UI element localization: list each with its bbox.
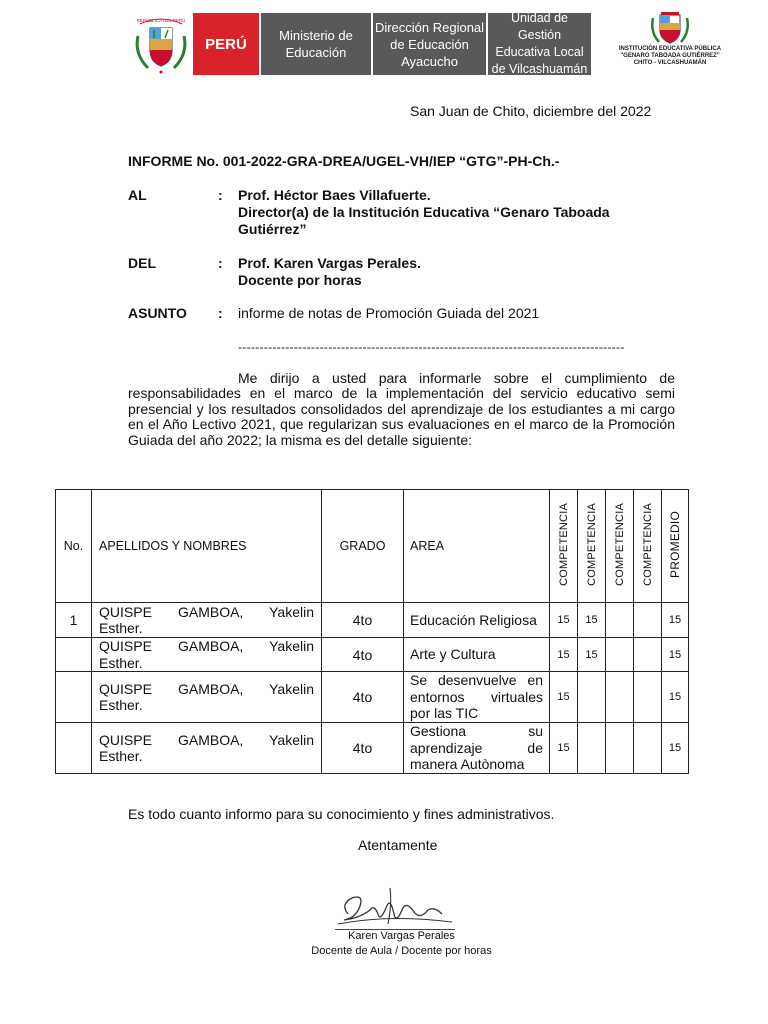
ministry-of-education-box: Ministerio de Educación xyxy=(261,13,371,75)
colon: : xyxy=(218,187,223,203)
cell-name: QUISPE GAMBOA, Yakelin Esther. xyxy=(92,723,322,774)
cell-name: QUISPE GAMBOA, Yakelin Esther. xyxy=(92,672,322,723)
cell-promedio: 15 xyxy=(662,638,689,672)
separator-line: ------------------------------------------------------------------------------------------ xyxy=(238,340,625,354)
cell-area: Gestiona su aprendizaje de manera Autònoma xyxy=(404,723,550,774)
header-no: No. xyxy=(56,490,92,603)
regional-education-directorate-box: Dirección Regional de Educación Ayacucho xyxy=(373,13,486,75)
cell-promedio: 15 xyxy=(662,723,689,774)
cell-competencia-4 xyxy=(634,638,662,672)
cell-competencia-3 xyxy=(606,723,634,774)
cell-grade: 4to xyxy=(322,672,404,723)
recipient-role: Director(a) de la Institución Educativa “Genaro Taboada xyxy=(238,204,610,220)
table-header-row xyxy=(56,490,689,603)
cell-grade: 4to xyxy=(322,638,404,672)
school-name-line: CHITO - VILCASHUAMÁN xyxy=(633,60,707,66)
cell-competencia-2: 15 xyxy=(578,638,606,672)
report-reference: INFORME No. 001-2022-GRA-DREA/UGEL-VH/IEP “GTG”-PH-Ch.- xyxy=(128,153,560,169)
cell-competencia-1: 15 xyxy=(550,603,578,638)
header-promedio: PROMEDIO xyxy=(662,490,689,603)
header-name: APELLIDOS Y NOMBRES xyxy=(92,490,322,603)
cell-promedio: 15 xyxy=(662,672,689,723)
cell-competencia-3 xyxy=(606,638,634,672)
subject-text: informe de notas de Promoción Guiada del 2021 xyxy=(238,305,540,321)
regards: Atentamente xyxy=(358,837,438,853)
header-grade: GRADO xyxy=(322,490,404,603)
cell-competencia-4 xyxy=(634,723,662,774)
school-name-line: INSTITUCIÓN EDUCATIVA PÚBLICA xyxy=(618,46,722,52)
header-area: AREA xyxy=(404,490,550,603)
cell-competencia-3 xyxy=(606,672,634,723)
cell-competencia-2 xyxy=(578,723,606,774)
cell-no xyxy=(56,638,92,672)
table-row xyxy=(56,638,689,672)
header-competencia-2: COMPETENCIA xyxy=(578,490,606,603)
cell-area: Arte y Cultura xyxy=(404,638,550,672)
cell-competencia-3 xyxy=(606,603,634,638)
subject-label: ASUNTO xyxy=(128,305,187,321)
school-crest-icon xyxy=(647,12,693,46)
cell-competencia-1: 15 xyxy=(550,638,578,672)
peru-coat-of-arms-logo xyxy=(132,14,190,74)
cell-no: 1 xyxy=(56,603,92,638)
table-row xyxy=(56,723,689,774)
colon: : xyxy=(218,305,223,321)
table-row xyxy=(56,672,689,723)
peru-brand-box: PERÚ xyxy=(193,13,259,75)
colon: : xyxy=(218,255,223,271)
cell-grade: 4to xyxy=(322,603,404,638)
recipient-role-cont: Gutiérrez” xyxy=(238,221,307,237)
cell-competencia-1: 15 xyxy=(550,723,578,774)
table-row xyxy=(56,603,689,638)
cell-no xyxy=(56,672,92,723)
from-label: DEL xyxy=(128,255,156,271)
cell-competencia-2: 15 xyxy=(578,603,606,638)
cell-promedio: 15 xyxy=(662,603,689,638)
cell-no xyxy=(56,723,92,774)
recipient-name: Prof. Héctor Baes Villafuerte. xyxy=(238,187,431,203)
sender-name: Prof. Karen Vargas Perales. xyxy=(238,255,421,271)
ugel-box: Unidad de Gestión Educativa Local de Vilcashuamán xyxy=(488,13,591,75)
to-label: AL xyxy=(128,187,147,203)
cell-area: Se desenvuelve en entornos virtuales por las TIC xyxy=(404,672,550,723)
place-date: San Juan de Chito, diciembre del 2022 xyxy=(410,103,652,119)
cell-name: QUISPE GAMBOA, Yakelin Esther. xyxy=(92,638,322,672)
svg-text:REPÚBLICA DEL PERÚ: REPÚBLICA DEL PERÚ xyxy=(136,18,186,23)
school-crest-block xyxy=(610,12,730,67)
sender-role: Docente por horas xyxy=(238,272,362,288)
closing-sentence: Es todo cuanto informo para su conocimiento y fines administrativos. xyxy=(128,806,555,822)
signatory-name: Karen Vargas Perales xyxy=(348,930,455,942)
cell-name: QUISPE GAMBOA, Yakelin Esther. xyxy=(92,603,322,638)
cell-competencia-4 xyxy=(634,672,662,723)
header-competencia-4: COMPETENCIA xyxy=(634,490,662,603)
school-name-line: "GENARO TABOADA GUTIÉRREZ" xyxy=(620,53,720,59)
cell-area: Educación Religiosa xyxy=(404,603,550,638)
header-competencia-3: COMPETENCIA xyxy=(606,490,634,603)
signatory-role: Docente de Aula / Docente por horas xyxy=(311,945,492,957)
body-paragraph: Me dirijo a usted para informarle sobre el cumplimiento de responsabilidades en el marco de la implementación del servicio educativo semi presencial y los resultados consolidados del aprendizaje de los estudiantes a mi cargo en el Año Lectivo 2021, que regularizan sus evaluaciones en el marco de la Promoción Guiada del año 2022; la misma es del detalle siguiente: xyxy=(128,370,675,448)
cell-competencia-2 xyxy=(578,672,606,723)
grades-table xyxy=(55,489,689,774)
cell-grade: 4to xyxy=(322,723,404,774)
cell-competencia-1: 15 xyxy=(550,672,578,723)
header-competencia-1: COMPETENCIA xyxy=(550,490,578,603)
cell-competencia-4 xyxy=(634,603,662,638)
